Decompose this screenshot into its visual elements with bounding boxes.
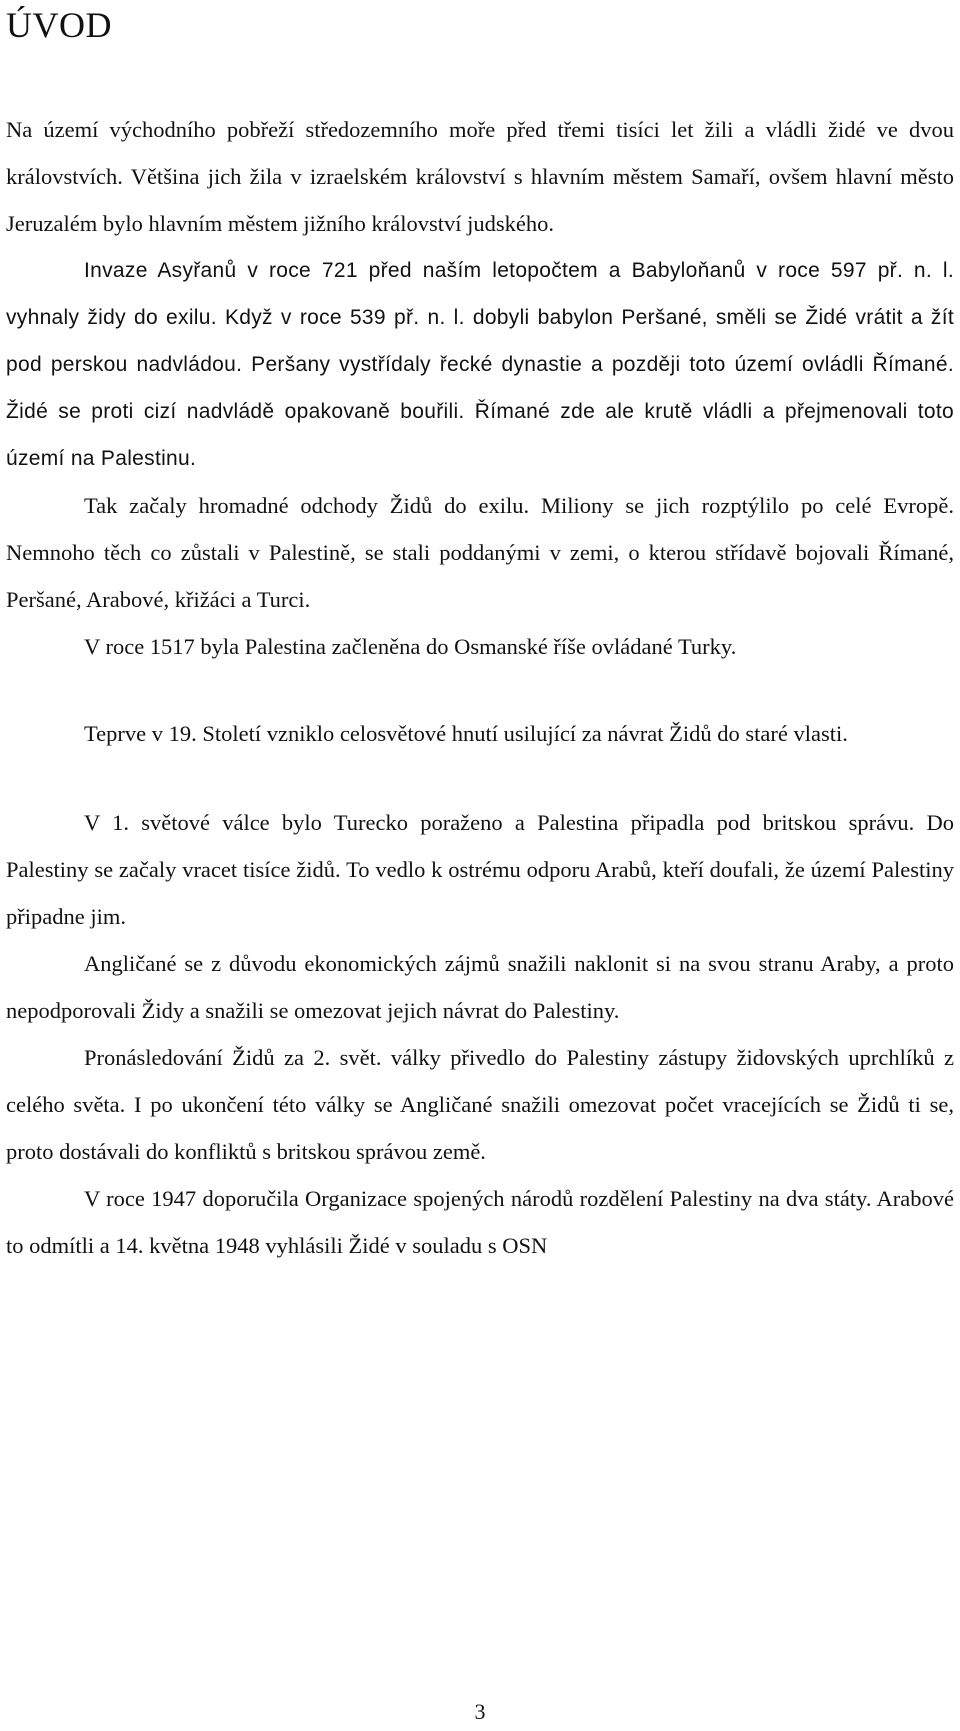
- paragraph-19th-century: Teprve v 19. Století vzniklo celosvětové hnutí usilující za návrat Židů do staré vlasti.: [84, 721, 848, 746]
- paragraph-un-1947: V roce 1947 doporučila Organizace spojených národů rozdělení Palestiny na dva státy. Arabové to odmítli a 14. května 1948 vyhlásili Židé v souladu s OSN: [6, 1186, 954, 1258]
- paragraph-british: Angličané se z důvodu ekonomických zájmů snažili naklonit si na svou stranu Araby, a proto nepodporovali Židy a snažili se omezovat jejich návrat do Palestiny.: [6, 951, 954, 1023]
- paragraph-ottoman: V roce 1517 byla Palestina začleněna do Osmanské říše ovládané Turky.: [84, 634, 737, 659]
- document-page: [6, 0, 954, 1269]
- page-title: ÚVOD: [6, 5, 112, 45]
- paragraph-exile: Tak začaly hromadné odchody Židů do exilu. Miliony se jich rozptýlilo po celé Evropě. Nemnoho těch co zůstali v Palestině, se stali poddanými v zemi, o kterou střídavě bojovali Římané, Peršané, Arabové, křižáci a Turci.: [6, 493, 954, 612]
- paragraph-intro: Na území východního pobřeží středozemního moře před třemi tisíci let žili a vládli židé ve dvou královstvích. Většina jich žila v izraelském království s hlavním městem Samaří, ovšem hlavní město Jeruzalém bylo hlavním městem jižního království judského.: [6, 117, 954, 236]
- paragraph-ww2: Pronásledování Židů za 2. svět. války přivedlo do Palestiny zástupy židovských uprchlíků z celého světa. I po ukončení této války se Angličané snažili omezovat počet vracejících se Židů ti se, proto dostávali do konfliktů s britskou správou země.: [6, 1045, 954, 1164]
- paragraph-invasions: Invaze Asyřanů v roce 721 před naším letopočtem a Babyloňanů v roce 597 př. n. l. vyhnaly židy do exilu. Když v roce 539 př. n. l. dobyli babylon Peršané, směli se Židé vrátit a žít pod perskou nadvládou. Peršany vystřídaly řecké dynastie a později toto území ovládli Římané. Židé se proti cizí nadvládě opakovaně bouřili. Římané zde ale krutě vládli a přejmenovali toto území na Palestinu.: [6, 259, 954, 470]
- page-number: 3: [474, 1699, 486, 1724]
- paragraph-ww1: V 1. světové válce bylo Turecko poraženo a Palestina připadla pod britskou správu. Do Palestiny se začaly vracet tisíce židů. To vedlo k ostrému odporu Arabů, kteří doufali, že území Palestiny připadne jim.: [6, 810, 954, 929]
